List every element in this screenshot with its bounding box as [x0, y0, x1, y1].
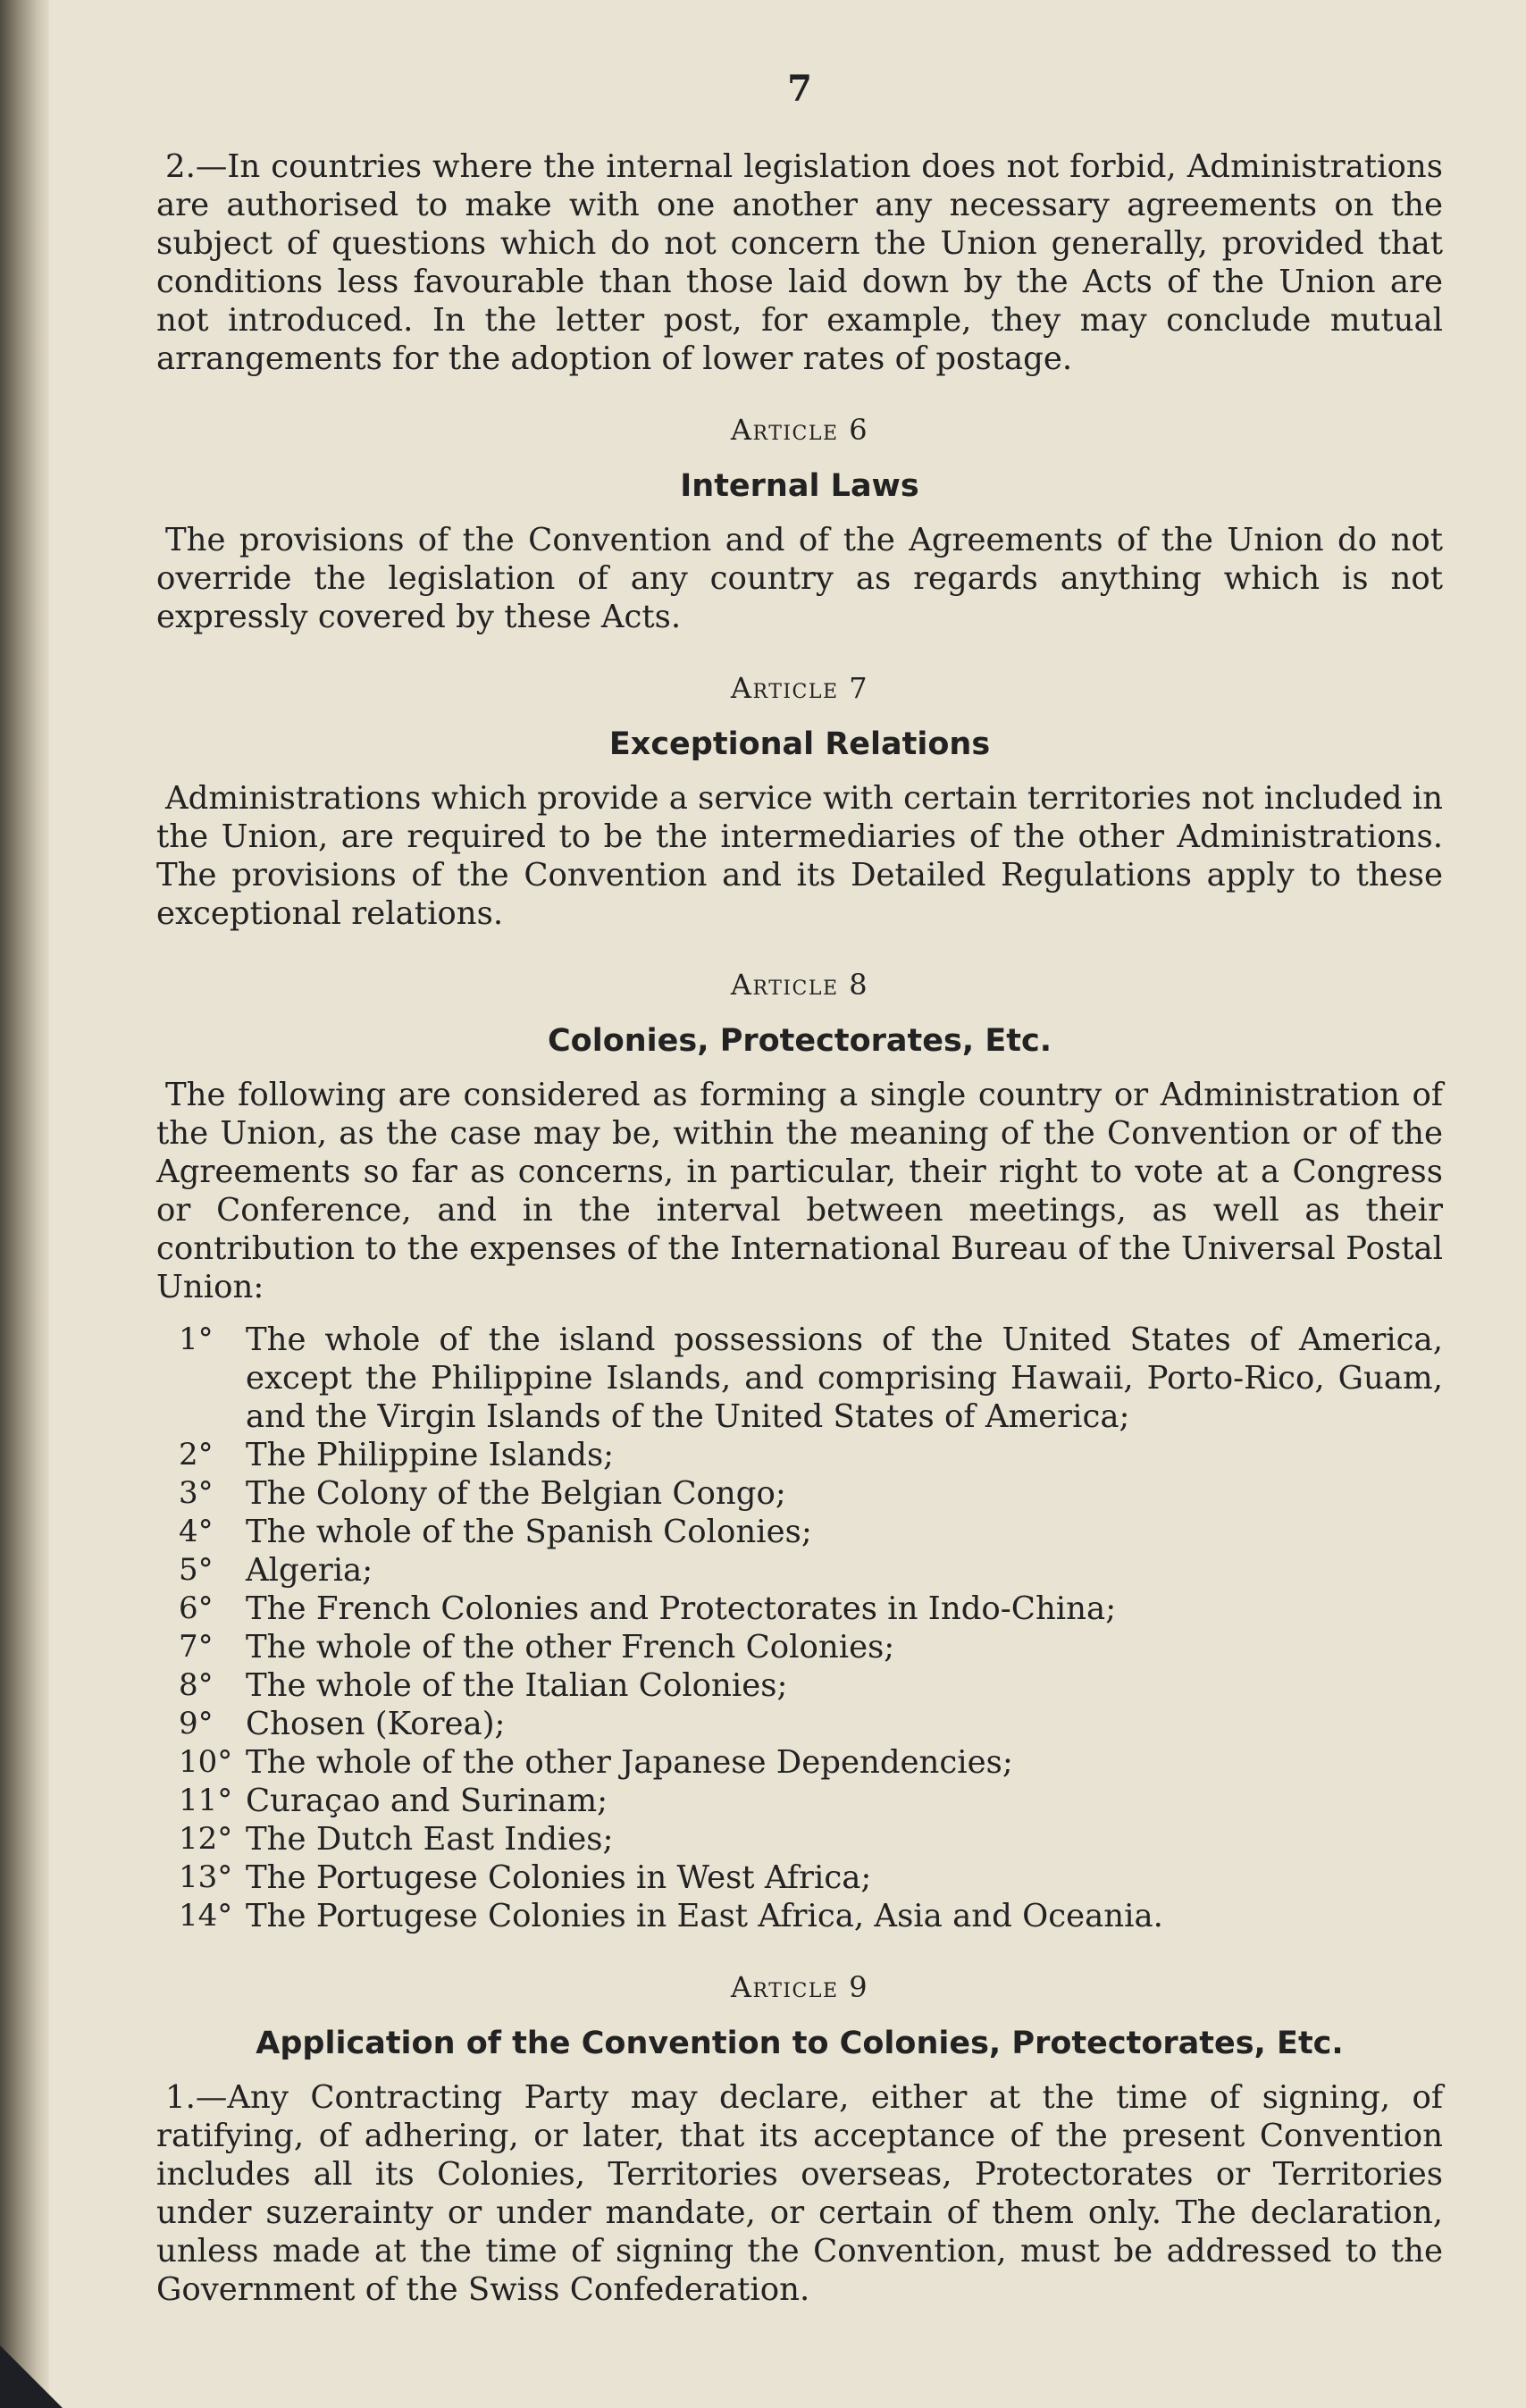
list-item-number: 11° [179, 1783, 233, 1818]
article-7 [156, 670, 1443, 933]
list-item-text: Curaçao and Surinam; [246, 1783, 608, 1819]
list-item [156, 1321, 1443, 1436]
list-item-text: Algeria; [246, 1552, 373, 1589]
page-corner [0, 2345, 63, 2408]
list-item-text: The Portugese Colonies in East Africa, Asia and Oceania. [246, 1898, 1163, 1934]
article-text: 1.—Any Contracting Party may declare, either at the time of signing, of ratifying, of adhering, or later, that its acceptance of the present Convention includes all its Colonies, Territories overseas, Protectorates or Territories under suzerainty or under mandate, or certain of them only. The declaration, unless made at the time of signing the Convention, must be addressed to the Government of the Swiss Confederation. [156, 2079, 1443, 2308]
list-item-number: 13° [179, 1859, 233, 1895]
list-item-text: The Portugese Colonies in West Africa; [246, 1859, 872, 1896]
list-item-number: 1° [179, 1321, 214, 1357]
list-item-number: 14° [179, 1898, 233, 1934]
list-item [156, 1474, 1443, 1513]
list-item [156, 1513, 1443, 1551]
intro-paragraph: 2.—In countries where the internal legislation does not forbid, Administrations are authorised to make with one another any necessary agreements on the subject of questions which do not concern the Union generally, provided that conditions less favourable than those laid down by the Acts of the Union are not introduced. In the letter post, for example, they may conclude mutual arrangements for the adoption of lower rates of postage. [156, 148, 1443, 377]
list-item-number: 7° [179, 1629, 214, 1665]
list-item [156, 1858, 1443, 1897]
list-item [156, 1897, 1443, 1935]
list-item-number: 2° [179, 1437, 214, 1472]
list-item [156, 1628, 1443, 1666]
list-item-text: The whole of the other French Colonies; [246, 1629, 895, 1665]
list-item-text: The whole of the Spanish Colonies; [246, 1514, 812, 1550]
article-title: Exceptional Relations [608, 726, 991, 762]
list-item-text: The whole of the island possessions of the United States of America, except the Philippine Islands, and comprising Hawaii, Porto-Rico, Guam, and the Virgin Islands of the United States of America; [246, 1321, 1443, 1435]
list-item [156, 1551, 1443, 1590]
list-item [156, 1743, 1443, 1782]
article-heading: Article 7 [730, 671, 869, 705]
article-title: Colonies, Protectorates, Etc. [547, 1023, 1052, 1059]
list-item-number: 9° [179, 1706, 214, 1741]
article-8 [156, 967, 1443, 1935]
list-item-number: 5° [179, 1552, 214, 1588]
list-item-number: 10° [179, 1744, 233, 1780]
list-item [156, 1820, 1443, 1858]
list-item-text: The whole of the Italian Colonies; [246, 1667, 788, 1704]
article-text: Administrations which provide a service with certain territories not included in the Union, are required to be the intermediaries of the other Administrations. The provisions of the Convention and its Detailed Regulations apply to these exceptional relations. [156, 780, 1443, 932]
list-item-number: 3° [179, 1475, 214, 1511]
list-item-text: The whole of the other Japanese Dependencies; [246, 1744, 1013, 1781]
list-item [156, 1705, 1443, 1743]
list-item-text: Chosen (Korea); [246, 1706, 506, 1742]
article-title: Internal Laws [680, 468, 919, 504]
list-item-text: The Colony of the Belgian Congo; [246, 1475, 786, 1512]
list-item [156, 1666, 1443, 1705]
article-text: The following are considered as forming a single country or Administration of the Union, as the case may be, within the meaning of the Convention or of the Agreements so far as concerns, in particular, their right to vote at a Congress or Conference, and in the interval between meetings, as well as their contribution to the expenses of the International Bureau of the Universal Postal Union: [156, 1077, 1443, 1305]
article-6 [156, 412, 1443, 636]
document-page [156, 68, 1443, 2309]
article-heading: Article 8 [730, 968, 869, 1002]
list-item-number: 4° [179, 1514, 214, 1549]
page-number: 7 [787, 68, 812, 110]
list-item-text: The French Colonies and Protectorates in Indo-China; [246, 1590, 1117, 1627]
list-item-text: The Dutch East Indies; [246, 1821, 614, 1858]
list-item [156, 1436, 1443, 1474]
article-9 [156, 1969, 1443, 2309]
list-item-text: The Philippine Islands; [246, 1437, 615, 1473]
list-item-number: 12° [179, 1821, 233, 1857]
list-item-number: 6° [179, 1590, 214, 1626]
article-heading: Article 6 [730, 413, 869, 447]
book-spine-shadow [0, 0, 49, 2408]
list-item [156, 1782, 1443, 1820]
colonies-list [156, 1321, 1443, 1935]
article-text: The provisions of the Convention and of the Agreements of the Union do not override the legislation of any country as regards anything which is not expressly covered by these Acts. [156, 522, 1443, 635]
article-heading: Article 9 [730, 1970, 869, 2004]
list-item [156, 1590, 1443, 1628]
article-title: Application of the Convention to Colonies, Protectorates, Etc. [256, 2026, 1344, 2061]
list-item-number: 8° [179, 1667, 214, 1703]
